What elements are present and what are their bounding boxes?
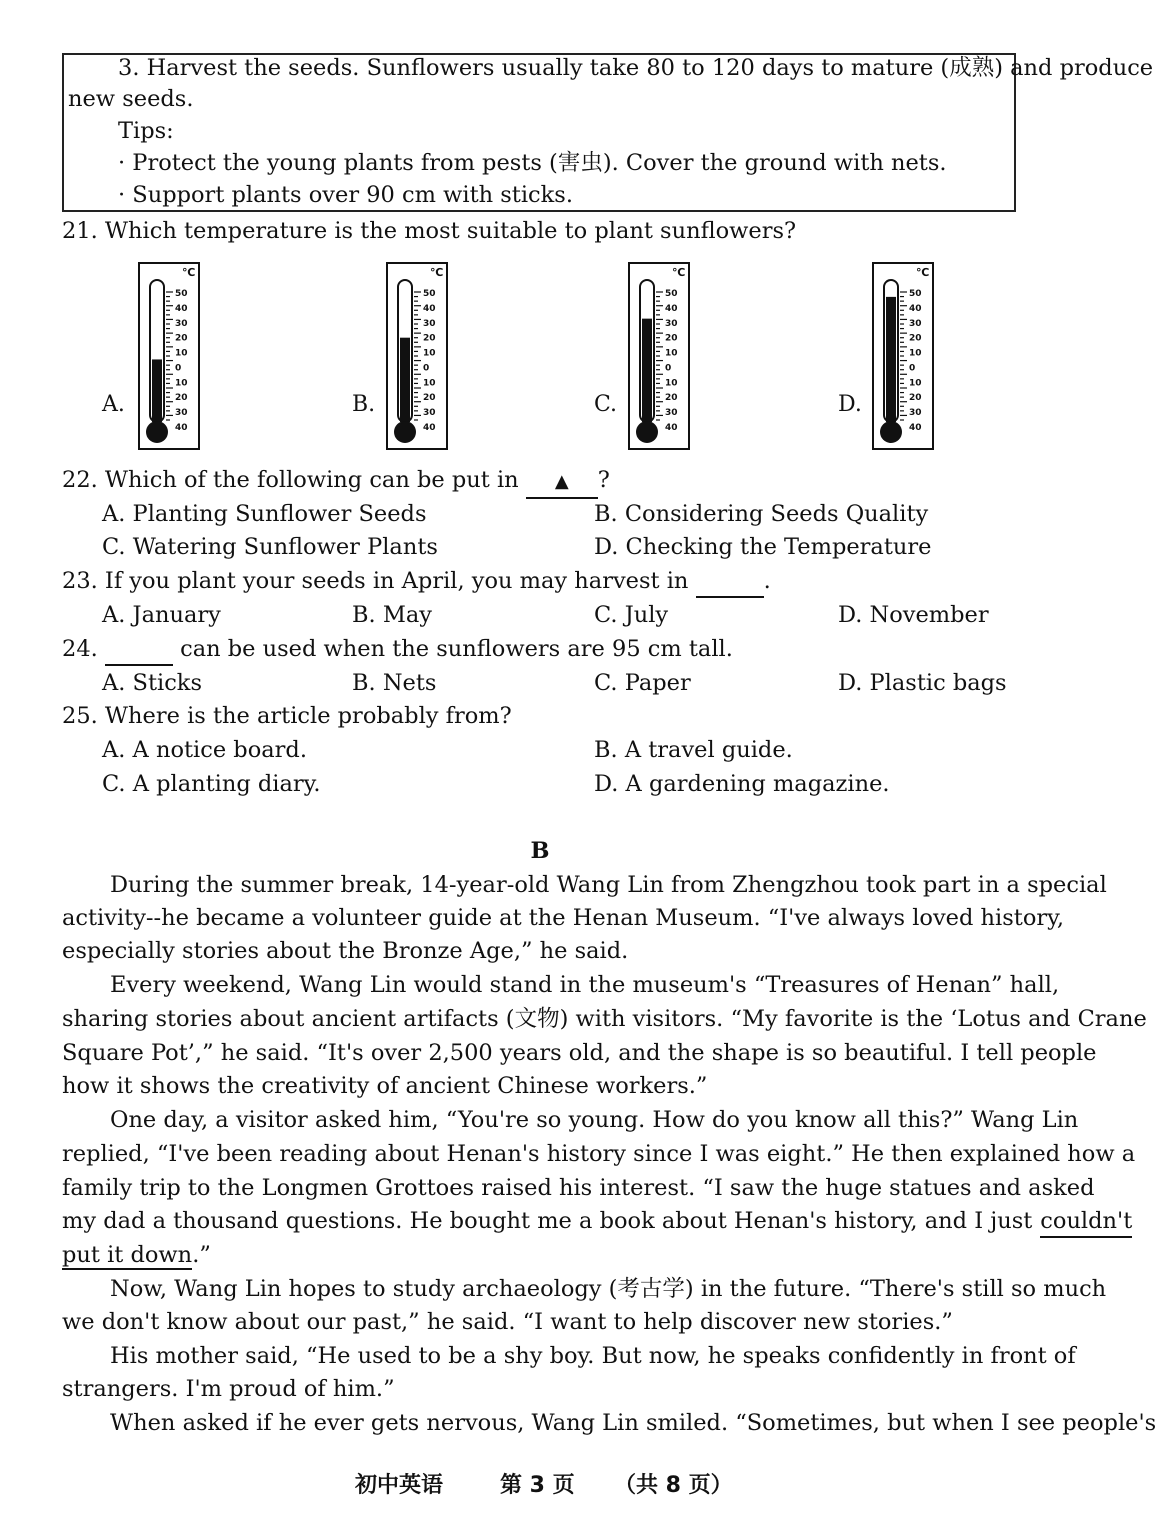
q21-option-d-letter: D. <box>838 392 862 417</box>
step3-line1: 3. Harvest the seeds. Sunflowers usually take 80 to 120 days to mature (成熟) and produce <box>118 55 1154 81</box>
thermometer-bulb <box>394 421 416 443</box>
passage-line: His mother said, “He used to be a shy boy. But now, he speaks confidently in front of <box>110 1343 1076 1369</box>
thermometer-bulb <box>636 421 658 443</box>
scale-label: 0 <box>665 363 672 374</box>
scale-label: 50 <box>175 289 188 299</box>
q21-option-b-letter: B. <box>352 392 376 417</box>
thermometer-c <box>628 262 690 450</box>
scale-label: 30 <box>423 318 436 329</box>
q23-stem-end: . <box>763 568 771 594</box>
passage-line: family trip to the Longmen Grottoes raised his interest. “I saw the huge statues and asked <box>62 1175 1095 1201</box>
thermometer-d <box>872 262 934 450</box>
scale-label: 30 <box>175 408 188 419</box>
q22-blank <box>526 465 598 499</box>
q22-stem-text: 22. Which of the following can be put in <box>62 467 519 493</box>
scale-label: 10 <box>423 378 436 389</box>
scale-label: 0 <box>909 363 916 374</box>
q21-option-c-letter: C. <box>594 392 618 417</box>
passage-line-text: my dad a thousand questions. He bought me a book about Henan's history, and I just <box>62 1208 1033 1234</box>
passage-line <box>62 1240 211 1270</box>
scale-label: 30 <box>665 318 678 329</box>
scale-label: 30 <box>909 318 922 329</box>
passage-line: replied, “I've been reading about Henan's history since I was eight.” He then explained how a <box>62 1141 1136 1167</box>
scale-label: 20 <box>909 333 922 344</box>
scale-label: 20 <box>175 393 188 404</box>
scale-label: 50 <box>665 289 678 299</box>
scale-label: 40 <box>665 303 678 314</box>
scale-label: 0 <box>175 363 182 374</box>
passage-line: how it shows the creativity of ancient Chinese workers.” <box>62 1073 708 1099</box>
passage-line-end: .” <box>192 1242 211 1268</box>
scale-label: 20 <box>423 393 436 404</box>
q23-blank <box>696 566 764 598</box>
q23-stem-text: 23. If you plant your seeds in April, you may harvest in <box>62 568 689 594</box>
scale-label: 10 <box>665 378 678 389</box>
q25-option-d: D. A gardening magazine. <box>594 771 890 797</box>
q25-option-b: B. A travel guide. <box>594 737 793 763</box>
step3-line2: new seeds. <box>68 86 194 112</box>
q23-option-a: A. January <box>102 602 221 628</box>
q23-option-d: D. November <box>838 602 989 628</box>
scale-label: 50 <box>909 289 922 299</box>
q23-stem <box>62 566 771 598</box>
footer-total: （共 8 页） <box>614 1473 733 1498</box>
scale-label: 0 <box>423 363 430 374</box>
scale-label: 40 <box>423 303 436 314</box>
q21-stem: 21. Which temperature is the most suitable to plant sunflowers? <box>62 218 797 244</box>
thermometer-mercury <box>152 359 162 422</box>
q25-option-c: C. A planting diary. <box>102 771 321 797</box>
q24-stem-number: 24. <box>62 636 98 662</box>
passage-line: When asked if he ever gets nervous, Wang Lin smiled. “Sometimes, but when I see people's <box>110 1410 1156 1436</box>
q22-option-a: A. Planting Sunflower Seeds <box>102 501 427 527</box>
q24-option-b: B. Nets <box>352 670 437 696</box>
thermometer-mercury <box>886 297 896 422</box>
scale-label: 20 <box>423 333 436 344</box>
scale-label: 20 <box>665 333 678 344</box>
scale-label: 20 <box>175 333 188 344</box>
q22-option-b: B. Considering Seeds Quality <box>594 501 929 527</box>
q24-stem-text: can be used when the sunflowers are 95 cm tall. <box>180 636 733 662</box>
scale-label: 10 <box>175 378 188 389</box>
scale-label: 40 <box>665 423 678 433</box>
scale-label: 40 <box>909 303 922 314</box>
scale-label: 40 <box>909 423 922 433</box>
scale-label: 20 <box>909 393 922 404</box>
passage-line: especially stories about the Bronze Age,” he said. <box>62 938 629 964</box>
thermometer-b <box>386 262 448 450</box>
thermometer-a <box>138 262 200 450</box>
q24-blank <box>105 634 173 666</box>
passage-line: sharing stories about ancient artifacts (文物) with visitors. “My favorite is the ‘Lotus and Crane <box>62 1006 1147 1032</box>
q24-option-d: D. Plastic bags <box>838 670 1007 696</box>
passage-line: Square Pot’,” he said. “It's over 2,500 years old, and the shape is so beautiful. I tell people <box>62 1040 1097 1066</box>
underlined-phrase-part1: couldn't <box>1040 1206 1132 1238</box>
scale-unit: ℃ <box>672 266 686 279</box>
triangle-mark-icon: ▲ <box>554 471 569 492</box>
scale-unit: ℃ <box>430 266 444 279</box>
q22-option-c: C. Watering Sunflower Plants <box>102 534 438 560</box>
passage-line-with-underline <box>62 1206 1133 1238</box>
tips-label: Tips: <box>118 118 174 144</box>
scale-label: 40 <box>175 303 188 314</box>
q21-option-a-letter: A. <box>102 392 125 417</box>
scale-label: 10 <box>423 348 436 359</box>
scale-label: 30 <box>665 408 678 419</box>
passage-line: strangers. I'm proud of him.” <box>62 1376 395 1402</box>
footer-page: 第 3 页 <box>500 1473 575 1498</box>
passage-line: Now, Wang Lin hopes to study archaeology (考古学) in the future. “There's still so much <box>110 1276 1107 1302</box>
passage-line: we don't know about our past,” he said. “I want to help discover new stories.” <box>62 1309 953 1335</box>
scale-label: 10 <box>665 348 678 359</box>
passage-line: activity--he became a volunteer guide at the Henan Museum. “I've always loved history, <box>62 905 1064 931</box>
scale-label: 10 <box>909 378 922 389</box>
passage-line: During the summer break, 14-year-old Wang Lin from Zhengzhou took part in a special <box>110 872 1107 898</box>
tip-1: · Protect the young plants from pests (害虫). Cover the ground with nets. <box>118 150 947 176</box>
thermometer-bulb <box>146 421 168 443</box>
q25-stem: 25. Where is the article probably from? <box>62 703 512 729</box>
q24-option-a: A. Sticks <box>102 670 202 696</box>
tip-2: · Support plants over 90 cm with sticks. <box>118 182 573 208</box>
underlined-phrase-part2: put it down <box>62 1242 193 1268</box>
q22-stem-end: ? <box>597 467 610 493</box>
thermometer-mercury <box>400 338 410 422</box>
thermometer-bulb <box>880 421 902 443</box>
scale-label: 10 <box>909 348 922 359</box>
q24-option-c: C. Paper <box>594 670 691 696</box>
scale-label: 30 <box>909 408 922 419</box>
q22-option-d: D. Checking the Temperature <box>594 534 932 560</box>
scale-label: 10 <box>175 348 188 359</box>
scale-unit: ℃ <box>916 266 930 279</box>
scale-label: 30 <box>175 318 188 329</box>
q23-option-b: B. May <box>352 602 433 628</box>
q24-stem <box>62 634 733 666</box>
scale-unit: ℃ <box>182 266 196 279</box>
scale-label: 30 <box>423 408 436 419</box>
footer-subject: 初中英语 <box>355 1473 444 1498</box>
q23-option-c: C. July <box>594 602 669 628</box>
scale-label: 50 <box>423 289 436 299</box>
q25-option-a: A. A notice board. <box>102 737 307 763</box>
scale-label: 40 <box>175 423 188 433</box>
passage-line: Every weekend, Wang Lin would stand in the museum's “Treasures of Henan” hall, <box>110 972 1060 998</box>
passage-line: One day, a visitor asked him, “You're so young. How do you know all this?” Wang Lin <box>110 1107 1079 1133</box>
thermometer-mercury <box>642 319 652 422</box>
scale-label: 40 <box>423 423 436 433</box>
section-b-title: B <box>530 838 550 864</box>
scale-label: 20 <box>665 393 678 404</box>
q22-stem <box>62 465 610 499</box>
